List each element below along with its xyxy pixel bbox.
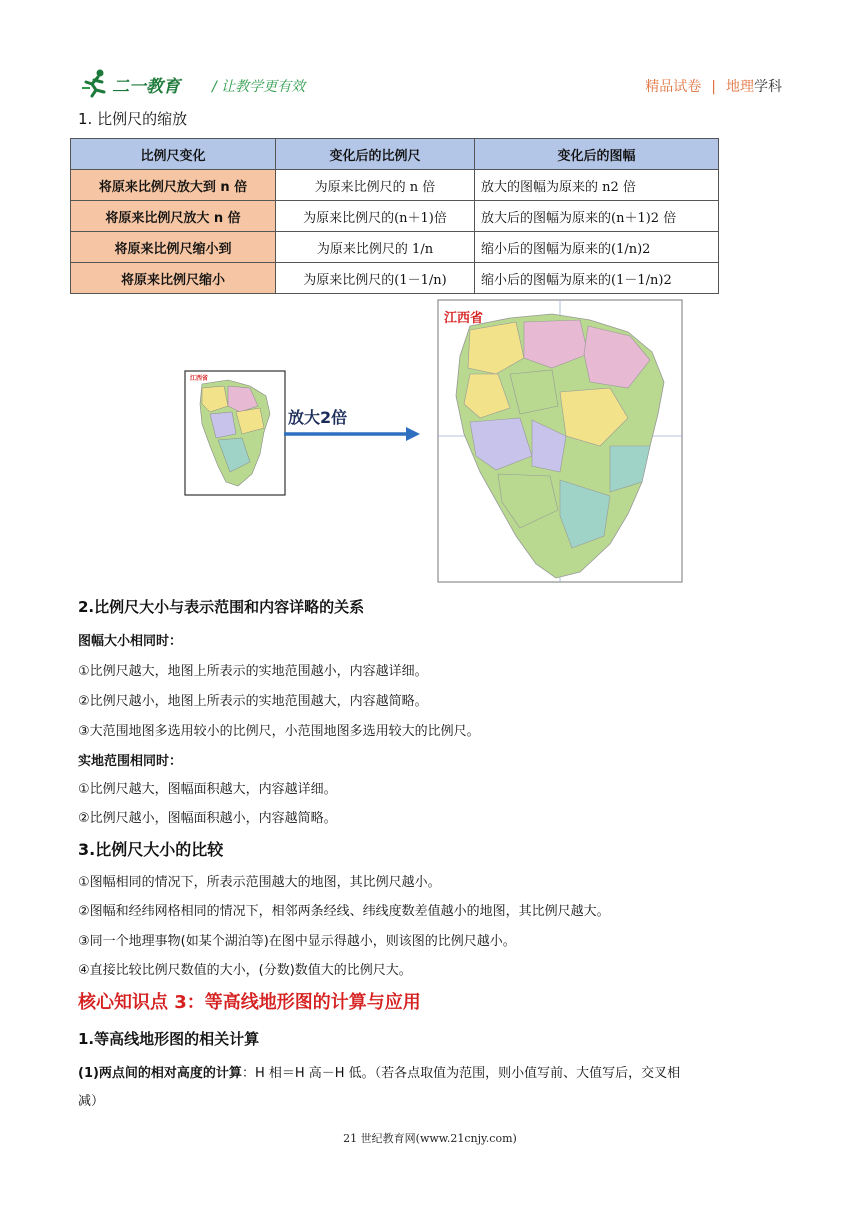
list-item: ①比例尺越大，地图上所表示的实地范围越小，内容越详细。 (78, 664, 428, 679)
core-item-text: ：H 相＝H 高－H 低。（若各点取值为范围，则小值写前、大值写后，交叉相 (241, 1066, 681, 1081)
core-sub-title: 1.等高线地形图的相关计算 (78, 1030, 260, 1048)
brand-name: 二一教育 (112, 77, 180, 97)
header-paper-type: 精品试卷 (645, 79, 702, 95)
table-cell: 将原来比例尺放大 n 倍 (71, 201, 276, 232)
table-row (71, 170, 719, 201)
list-item: ①比例尺越大，图幅面积越大，内容越详细。 (78, 782, 337, 797)
core-item (78, 1062, 784, 1081)
section3-title: 3.比例尺大小的比较 (78, 840, 224, 859)
core-item-continuation: 减） (78, 1094, 105, 1109)
section2-title: 2.比例尺大小与表示范围和内容详略的关系 (78, 598, 365, 616)
list-item: ②比例尺越小，地图上所表示的实地范围越大，内容越简略。 (78, 694, 428, 709)
header-subject-name: 地理 (726, 79, 754, 95)
table-cell: 将原来比例尺缩小到 (71, 232, 276, 263)
table-cell: 缩小后的图幅为原来的(1/n)2 (475, 232, 719, 263)
header-subject-suffix: 学科 (754, 79, 782, 95)
arrow-label: 放大2倍 (288, 408, 348, 427)
page-footer: 21 世纪教育网(www.21cnjy.com) (343, 1132, 517, 1145)
core-item-label: (1)两点间的相对高度的计算 (78, 1066, 242, 1081)
section2-subheading-2: 实地范围相同时： (78, 754, 183, 769)
table-row (71, 232, 719, 263)
runner-logo-icon (80, 68, 110, 98)
list-item: ③大范围地图多选用较小的比例尺，小范围地图多选用较大的比例尺。 (78, 724, 480, 739)
table-header-cell: 变化后的比例尺 (276, 139, 475, 170)
list-item: ②图幅和经纬网格相同的情况下，相邻两条经线、纬线度数差值越小的地图，其比例尺越大。 (78, 904, 610, 919)
list-item: ②比例尺越小，图幅面积越小，内容越简略。 (78, 811, 337, 826)
scale-change-table (70, 138, 719, 294)
table-row (71, 263, 719, 294)
table-cell: 为原来比例尺的 n 倍 (276, 170, 475, 201)
table-cell: 放大后的图幅为原来的(n＋1)2 倍 (475, 201, 719, 232)
core-point-title: 核心知识点 3：等高线地形图的计算与应用 (78, 992, 421, 1013)
header-separator: | (711, 79, 716, 95)
table-cell: 放大的图幅为原来的 n2 倍 (475, 170, 719, 201)
list-item: ①图幅相同的情况下，所表示范围越大的地图，其比例尺越小。 (78, 875, 441, 890)
table-header-cell: 比例尺变化 (71, 139, 276, 170)
table-header-row (71, 139, 719, 170)
table-row (71, 201, 719, 232)
list-item: ④直接比较比例尺数值的大小，(分数)数值大的比例尺大。 (78, 963, 412, 978)
arrow-head-icon (406, 427, 420, 441)
map-enlarge-figure (180, 296, 690, 588)
small-map (185, 371, 285, 495)
header-subject (645, 76, 782, 96)
table-cell: 为原来比例尺的(n＋1)倍 (276, 201, 475, 232)
table-cell: 将原来比例尺放大到 n 倍 (71, 170, 276, 201)
table-cell: 为原来比例尺的 1/n (276, 232, 475, 263)
section2-subheading-1: 图幅大小相同时： (78, 634, 183, 649)
list-item: ③同一个地理事物(如某个湖泊等)在图中显示得越小，则该图的比例尺越小。 (78, 934, 516, 949)
small-map-label: 江西省 (190, 375, 209, 382)
large-map-label: 江西省 (444, 311, 484, 326)
table-cell: 缩小后的图幅为原来的(1－1/n)2 (475, 263, 719, 294)
large-map (438, 300, 682, 582)
table-cell: 将原来比例尺缩小 (71, 263, 276, 294)
table-cell: 为原来比例尺的(1－1/n) (276, 263, 475, 294)
section1-title: 1. 比例尺的缩放 (78, 110, 188, 128)
brand-slogan: / 让教学更有效 (212, 79, 306, 95)
table-header-cell: 变化后的图幅 (475, 139, 719, 170)
enlarge-arrow (284, 408, 420, 441)
